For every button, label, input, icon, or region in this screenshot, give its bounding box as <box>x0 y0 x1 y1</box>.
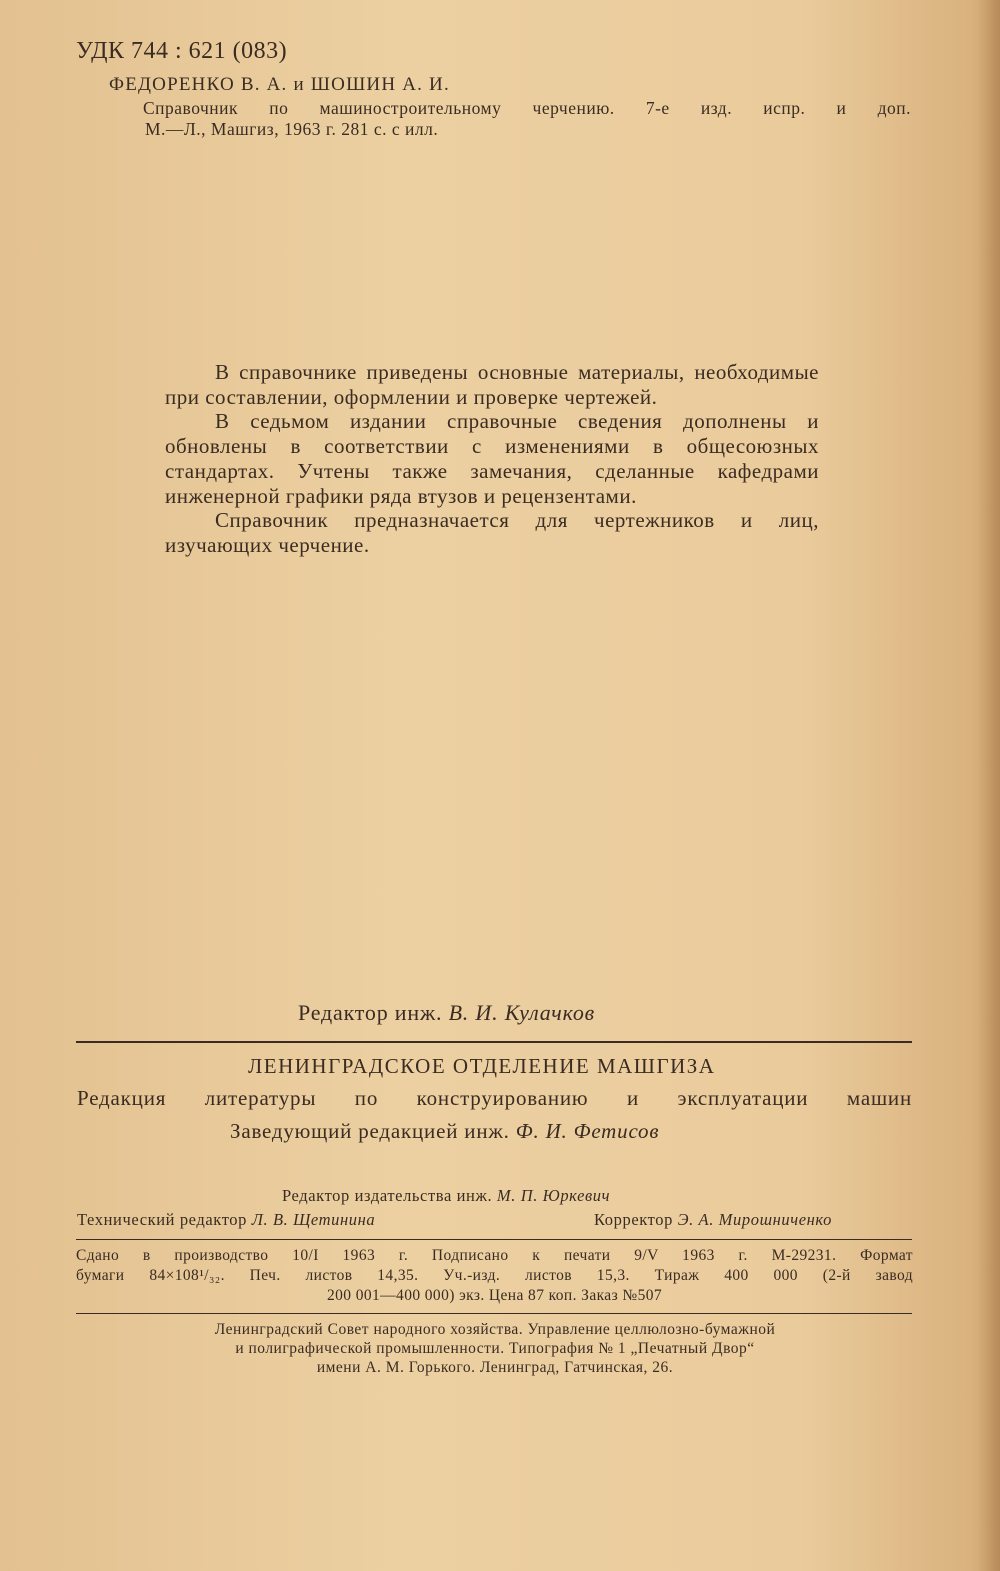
publishing-editor-label: Редактор издательства инж. <box>282 1186 493 1205</box>
authors: ФЕДОРЕНКО В. А. и ШОШИН А. И. <box>109 74 450 95</box>
abstract <box>165 360 819 558</box>
printing-line: бумаги 84×108¹/₃₂. Печ. листов 14,35. Уч.-изд. листов 15,3. Тираж 400 000 (2-й завод <box>76 1267 913 1284</box>
editor-label: Редактор инж. <box>298 1000 443 1025</box>
proofreader-label: Корректор <box>594 1210 673 1229</box>
printer-line: и полиграфической промышленности. Типография № 1 „Печатный Двор“ <box>235 1340 755 1357</box>
proofreader-name: Э. А. Мирошниченко <box>677 1210 832 1229</box>
editorial-head-name: Ф. И. Фетисов <box>515 1119 660 1143</box>
editor-name: В. И. Кулачков <box>448 1000 595 1025</box>
printing-line: Сдано в производство 10/I 1963 г. Подписано к печати 9/V 1963 г. М-29231. Формат <box>76 1247 913 1264</box>
abstract-paragraph: В справочнике приведены основные материалы, необходимые при составлении, оформлении и проверке чертежей. <box>165 360 819 409</box>
printer-line: имени А. М. Горького. Ленинград, Гатчинская, 26. <box>316 1359 674 1376</box>
udk-code: УДК 744 : 621 (083) <box>76 38 288 64</box>
publishing-editor-name: М. П. Юркевич <box>496 1186 611 1205</box>
publishing-editor-credit <box>282 1186 610 1206</box>
editor-line <box>298 1000 595 1026</box>
abstract-paragraph: Справочник предназначается для чертежников и лиц, изучающих черчение. <box>165 508 819 557</box>
abstract-paragraph: В седьмом издании справочные сведения дополнены и обновлены в соответствии с изменениями в общесоюзных стандартах. Учтены также замечания, сделанные кафедрами инженерной графики ряда втузов и рецензентами. <box>165 409 819 508</box>
publisher-editorial: Редакция литературы по конструированию и эксплуатации машин <box>77 1086 912 1110</box>
bibliographic-reference-line-2: М.—Л., Машгиз, 1963 г. 281 с. с илл. <box>145 119 439 139</box>
divider <box>76 1313 912 1314</box>
printing-details <box>76 1246 913 1306</box>
divider <box>76 1239 912 1240</box>
publisher-department: ЛЕНИНГРАДСКОЕ ОТДЕЛЕНИЕ МАШГИЗА <box>248 1054 716 1078</box>
tech-editor-name: Л. В. Щетинина <box>251 1210 376 1229</box>
proofreader-credit <box>594 1210 832 1230</box>
tech-editor-label: Технический редактор <box>77 1210 247 1229</box>
page-edge-shadow <box>978 0 1000 1571</box>
printer-line: Ленинградский Совет народного хозяйства. Управление целлюлозно-бумажной <box>214 1321 776 1338</box>
divider <box>76 1041 912 1043</box>
printer-imprint <box>110 1320 880 1377</box>
tech-editor-credit <box>77 1210 375 1230</box>
editorial-head-line <box>230 1119 659 1144</box>
bibliographic-reference-line-1: Справочник по машиностроительному черчению. 7-е изд. испр. и доп. <box>143 98 911 118</box>
printing-line: 200 001—400 000) экз. Цена 87 коп. Заказ №507 <box>326 1287 663 1304</box>
editorial-head-label: Заведующий редакцией инж. <box>230 1119 510 1143</box>
